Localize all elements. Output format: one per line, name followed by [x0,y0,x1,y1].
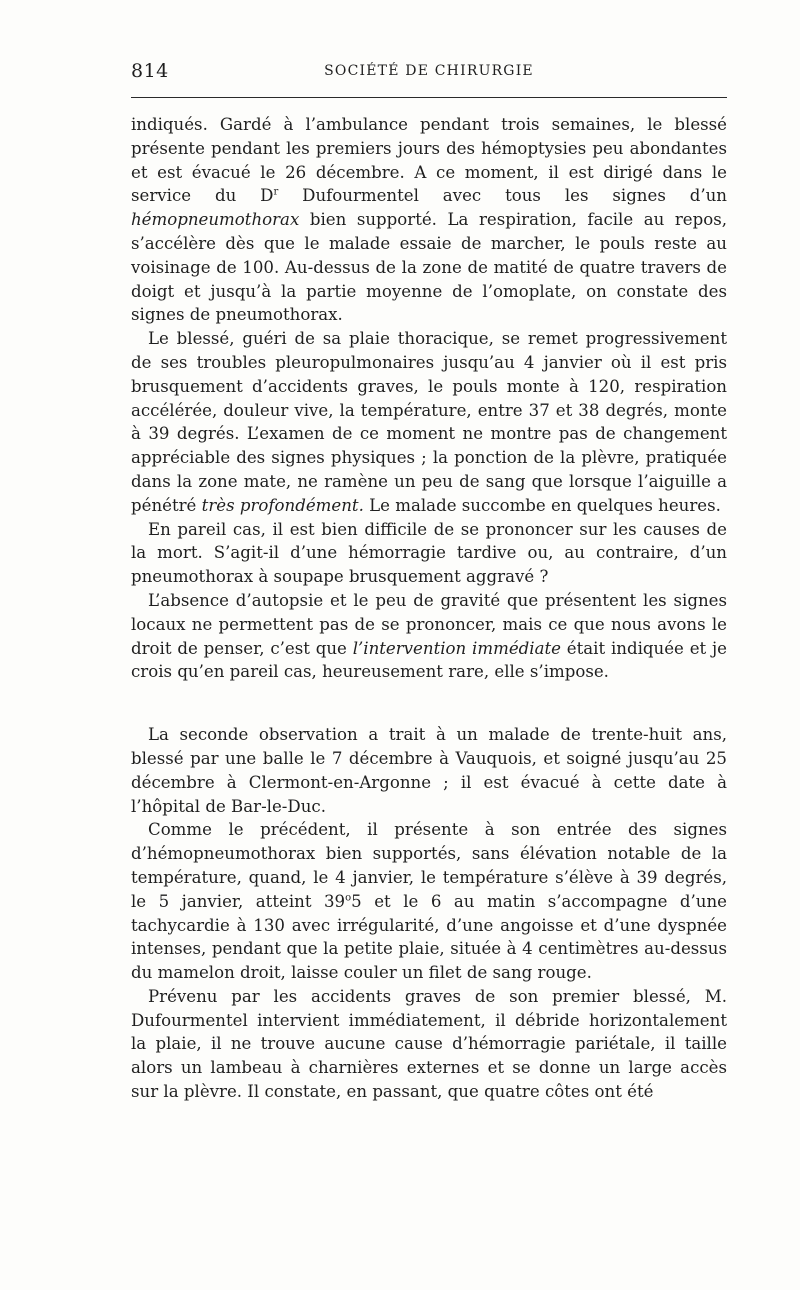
section-gap [131,684,727,723]
paragraph-3: En pareil cas, il est bien difficile de se prononcer sur les causes de la mort. S’agit-il d’une hémorragie tardive ou, au contraire, d’un pneumothorax à soupape brusquement aggravé ? [131,519,727,587]
running-title: SOCIÉTÉ DE CHIRURGIE [324,63,534,79]
paragraph-2 [131,327,727,517]
page-header [131,60,727,86]
text-run: indiqués. Gardé à l’ambulance pendant trois semaines, le blessé présente pendant les premiers jours des hémoptysies peu abondantes et est évacué le 26 décembre. A ce moment, il est dirigé dans le service du D [131,115,727,206]
text-run: Le blessé, guéri de sa plaie thoracique, se remet progressivement de ses troubles pleuropulmonaires jusqu’au 4 janvier où il est pris brusquement d’accidents graves, le pouls monte à 120, respiration accélérée, douleur vive, la température, entre 37 et 38 degrés, monte à 39 degrés. L’examen de ce moment ne montre pas de changement appréciable des signes physiques ; la ponction de la plèvre, pratiquée dans la zone mate, ne ramène un peu de sang que lorsque l’aiguille a pénétré [131,329,727,515]
header-rule [131,97,727,98]
text-run: était indiquée et je crois qu’en pareil cas, heureusement rare, elle s’impose. [131,638,727,682]
text-run: Le malade succombe en quelques heures. [363,495,721,515]
text-run: bien supporté. La respiration, facile au repos, s’accélère dès que le malade essaie de marcher, le pouls reste au voisinage de 100. Au-dessus de la zone de matité de quatre travers de doigt et jusqu’à la partie moyenne de l’omoplate, on constate des signes de pneumothorax. [131,210,727,325]
italic-term: l’intervention immédiate [352,638,561,658]
paragraph-4 [131,589,727,684]
text-run: Dufourmentel avec tous les signes d’un [278,186,727,206]
superscript: o [345,892,352,904]
italic-term: hémopneumothorax [131,210,300,230]
text-run: L’absence d’autopsie et le peu de gravité que présentent les signes locaux ne permettent pas de se prononcer, mais ce que nous avons le droit de penser, c’est que [131,590,727,658]
text-run: Comme le précédent, il présente à son entrée des signes d’hémopneumothorax bien supportés, sans élévation notable de la température, quand, le 4 janvier, le température s’élève à 39 degrés, le 5 janvier, atteint 39 [131,820,727,911]
paragraph-7: Prévenu par les accidents graves de son premier blessé, M. Dufourmentel intervient immédiatement, il débride horizontalement la plaie, il ne trouve aucune cause d’hémorragie pariétale, il taille alors un lambeau à charnières externes et se donne un large accès sur la plèvre. Il constate, en passant, que quatre côtes ont été [131,986,727,1102]
text-run: 5 et le 6 au matin s’accompagne d’une tachycardie à 130 avec irrégularité, d’une angoisse et d’une dyspnée intenses, pendant que la petite plaie, située à 4 centimètres au-dessus du mamelon droit, laisse couler un filet de sang rouge. [131,891,727,983]
paragraph-5: La seconde observation a trait à un malade de trente-huit ans, blessé par une balle le 7 décembre à Vauquois, et soigné jusqu’au 25 décembre à Clermont-en-Argonne ; il est évacué à cette date à l’hôpital de Bar-le-Duc. [131,725,727,816]
page-number: 814 [131,60,169,82]
body-text [131,113,727,1104]
superscript: r [273,186,279,198]
paragraph-6 [131,818,727,985]
paragraph-1 [131,113,727,327]
italic-term: très profondément. [201,495,364,515]
